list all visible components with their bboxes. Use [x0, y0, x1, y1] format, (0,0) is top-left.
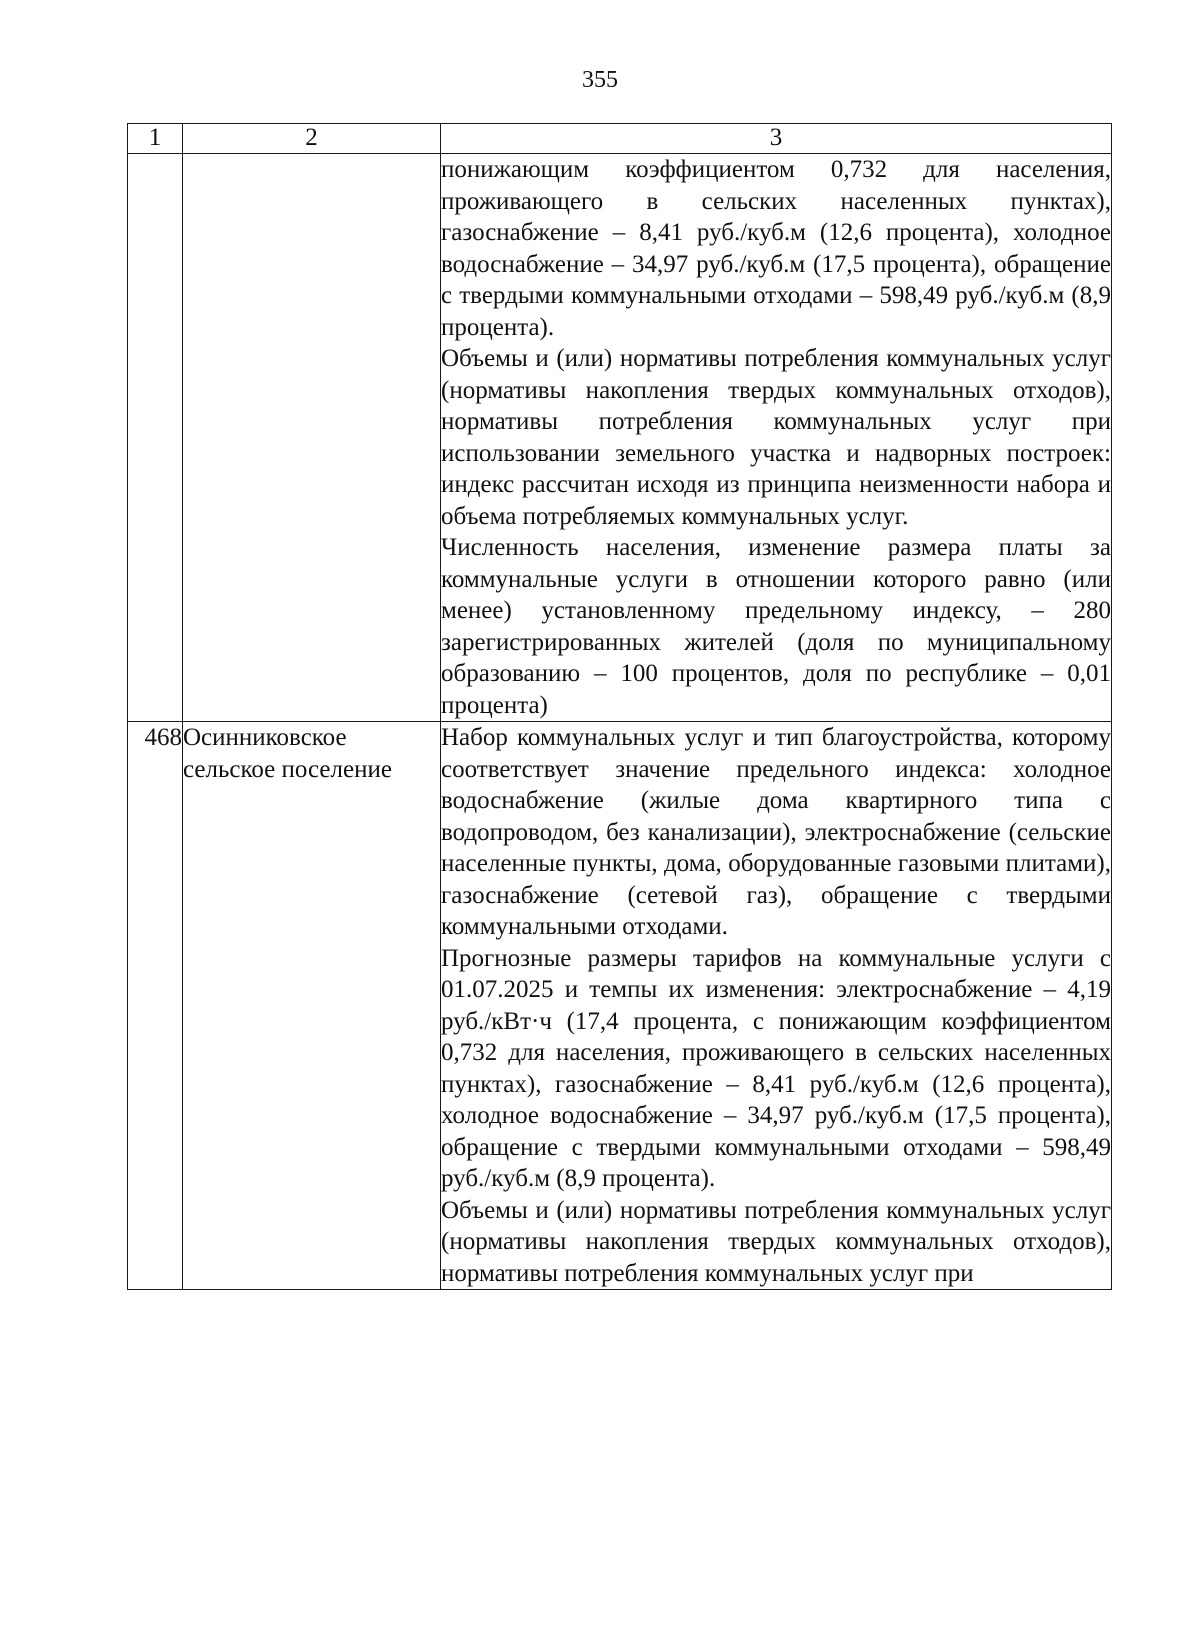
row-description — [441, 722, 1112, 1290]
row-description — [441, 154, 1112, 722]
row-number — [128, 154, 183, 722]
settlement-name: Осинниковское сельское поселение — [183, 722, 441, 1290]
column-header-3: 3 — [441, 124, 1112, 154]
page-number: 355 — [582, 67, 618, 93]
data-table — [127, 123, 1112, 1290]
column-header-2: 2 — [183, 124, 441, 154]
settlement-name — [183, 154, 441, 722]
paragraph: Объемы и (или) нормативы потребления коммунальных услуг (нормативы накопления твердых коммунальных отходов), нормативы потребления коммунальных услуг при — [441, 1196, 1111, 1287]
table-header-row — [128, 124, 1112, 154]
column-header-1: 1 — [128, 124, 183, 154]
paragraph: Объемы и (или) нормативы потребления коммунальных услуг (нормативы накопления твердых коммунальных отходов), нормативы потребления коммунальных услуг при использовании земельного участка и надворных построек: индекс рассчитан исходя из принципа неизменности набора и объема потребляемых коммунальных услуг. — [441, 345, 1111, 530]
paragraph: Численность населения, изменение размера платы за коммунальные услуги в отношении которого равно (или менее) установленному предельному индексу, – 280 зарегистрированных жителей (доля по муниципальному образованию – 100 процентов, доля по республике – 0,01 процента) — [441, 534, 1111, 719]
row-number: 468 — [128, 722, 183, 1290]
paragraph: понижающим коэффициентом 0,732 для населения, проживающего в сельских населенных пунктах), газоснабжение – 8,41 руб./куб.м (12,6 процента), холодное водоснабжение – 34,97 руб./куб.м (17,5 процента), обращение с твердыми коммунальными отходами – 598,49 руб./куб.м (8,9 процента). — [441, 156, 1111, 341]
paragraph: Набор коммунальных услуг и тип благоустройства, которому соответствует значение предельного индекса: холодное водоснабжение (жилые дома квартирного типа с водопроводом, без канализации), электроснабжение (сельские населенные пункты, дома, оборудованные газовыми плитами), газоснабжение (сетевой газ), обращение с твердыми коммунальными отходами. — [441, 724, 1111, 940]
table-row — [128, 722, 1112, 1290]
paragraph: Прогнозные размеры тарифов на коммунальные услуги с 01.07.2025 и темпы их изменения: электроснабжение – 4,19 руб./кВт·ч (17,4 процента, с понижающим коэффициентом 0,732 для населения, проживающего в сельских населенных пунктах), газоснабжение – 8,41 руб./куб.м (12,6 процента), холодное водоснабжение – 34,97 руб./куб.м (17,5 процента), обращение с твердыми коммунальными отходами – 598,49 руб./куб.м (8,9 процента). — [441, 944, 1111, 1192]
table-row — [128, 154, 1112, 722]
